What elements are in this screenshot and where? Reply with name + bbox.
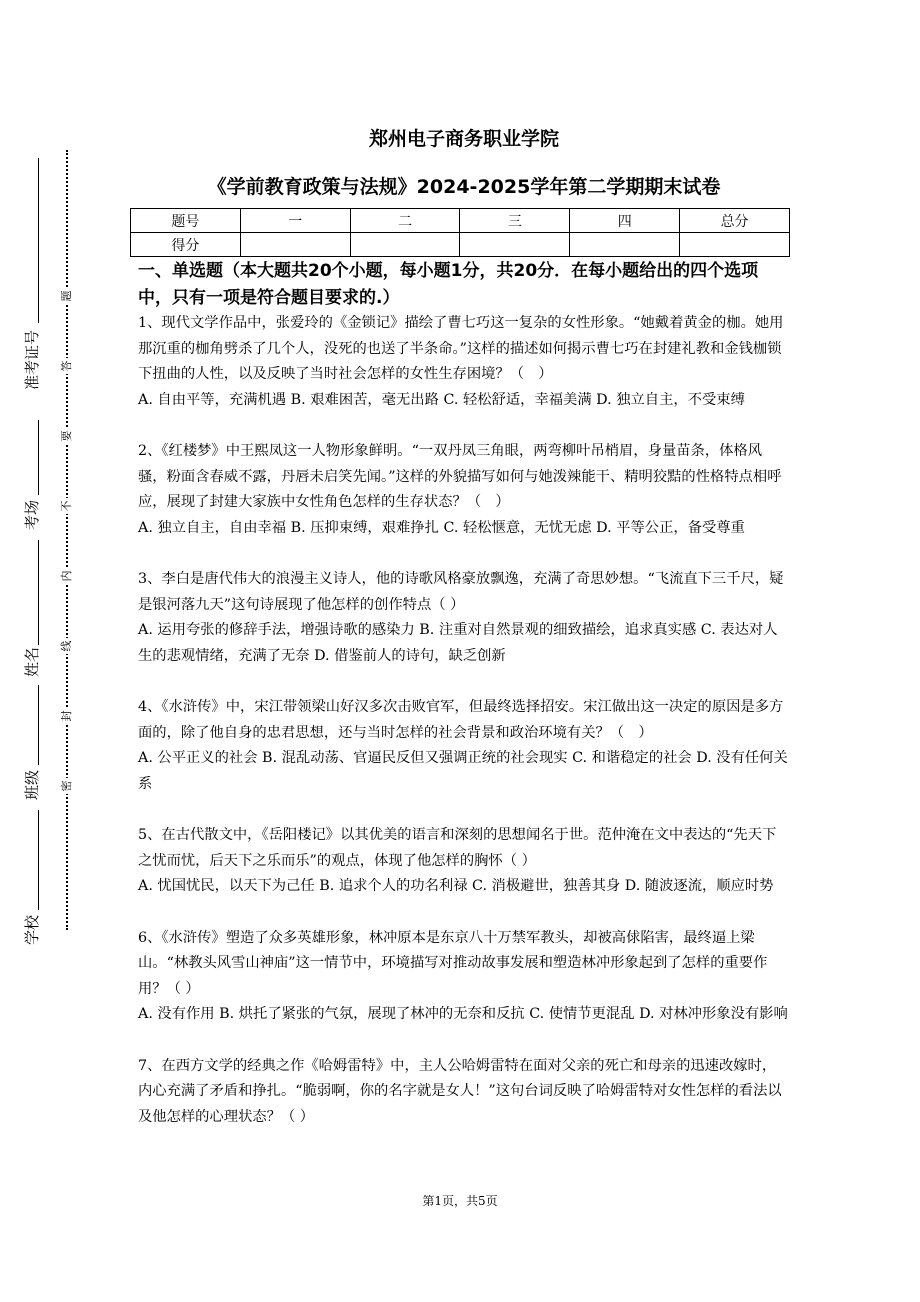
class-label: 班级: [23, 770, 41, 801]
exam-number-line[interactable]: [38, 158, 39, 323]
section-title: 一、单选题（本大题共20个小题，每小题1分，共20分．在每小题给出的四个选项中，只有一项是符合题目要求的.）: [138, 261, 759, 308]
score-input-cell[interactable]: [680, 233, 790, 257]
seal-char: 不: [59, 498, 75, 514]
question-stem: 4、《水浒传》中，宋江带领梁山好汉多次击败官军，但最终选择招安。宋江做出这一决定的原因是多方面的，除了他自身的忠君思想，还与当时怎样的社会背景和政治环境有关？（ ）: [138, 699, 784, 741]
score-table-cell: 二: [350, 209, 460, 233]
question-stem: 6、《水浒传》塑造了众多英雄形象，林冲原本是东京八十万禁军教头，却被高俅陷害，最终逼上梁山。“林教头风雪山神庙”这一情节中，环境描写对推动故事发展和塑造林冲形象起到了怎样的重要作用？（ ）: [138, 929, 768, 997]
score-table: [130, 208, 790, 257]
seal-char: 题: [59, 288, 75, 304]
exam-room-line[interactable]: [38, 420, 39, 495]
question-options: A. 运用夸张的修辞手法，增强诗歌的感染力 B. 注重对自然景观的细致描绘，追求真实感 C. 表达对人生的悲观情绪，充满了无奈 D. 借鉴前人的诗句，缺乏创新: [138, 622, 778, 664]
score-table-score-row: [131, 233, 790, 257]
seal-dotted-line: [66, 150, 68, 930]
score-table-header-row: [131, 209, 790, 233]
exam-number-label: 准考证号: [23, 329, 41, 390]
binding-margin: [0, 140, 80, 960]
question-item: [138, 823, 788, 900]
score-table-cell: 题号: [131, 209, 241, 233]
question-options: A. 公平正义的社会 B. 混乱动荡、官逼民反但又强调正统的社会现实 C. 和谐稳定的社会 D. 没有任何关系: [138, 750, 788, 792]
score-table-cell: 三: [460, 209, 570, 233]
page-footer: 第1页，共5页: [422, 1194, 498, 1208]
score-table-cell: 四: [570, 209, 680, 233]
school-name: 郑州电子商务职业学院: [368, 128, 559, 150]
school-label: 学校: [23, 915, 41, 946]
question-item: [138, 311, 788, 413]
score-input-cell[interactable]: [350, 233, 460, 257]
question-list: [138, 311, 788, 1156]
question-item: [138, 439, 788, 541]
seal-char: 要: [59, 428, 75, 444]
question-item: [138, 695, 788, 797]
question-options: A. 自由平等，充满机遇 B. 艰难困苦，毫无出路 C. 轻松舒适，幸福美满 D. 独立自主，不受束缚: [138, 391, 745, 408]
exam-title: 《学前教育政策与法规》2024-2025学年第二学期期末试卷: [207, 176, 721, 198]
score-table-cell: 一: [240, 209, 350, 233]
question-stem: 5、在古代散文中，《岳阳楼记》以其优美的语言和深刻的思想闻名于世。范仲淹在文中表达的“先天下之忧而忧，后天下之乐而乐”的观点，体现了他怎样的胸怀（ ）: [138, 827, 777, 869]
exam-room-label: 考场: [23, 500, 41, 531]
class-line[interactable]: [38, 685, 39, 765]
name-line[interactable]: [38, 540, 39, 645]
question-item: [138, 567, 788, 669]
score-label-cell: 得分: [131, 233, 241, 257]
question-item: [138, 1054, 788, 1131]
score-input-cell[interactable]: [240, 233, 350, 257]
question-stem: 3、李白是唐代伟大的浪漫主义诗人，他的诗歌风格豪放飘逸，充满了奇思妙想。“飞流直下三千尺，疑是银河落九天”这句诗展现了他怎样的创作特点（ ）: [138, 571, 784, 613]
score-input-cell[interactable]: [570, 233, 680, 257]
school-line[interactable]: [38, 810, 39, 910]
question-options: A. 忧国忧民，以天下为己任 B. 追求个人的功名利禄 C. 消极避世，独善其身 D. 随波逐流，顺应时势: [138, 878, 774, 894]
score-input-cell[interactable]: [460, 233, 570, 257]
seal-char: 内: [59, 568, 75, 584]
question-options: A. 独立自主，自由幸福 B. 压抑束缚，艰难挣扎 C. 轻松惬意，无忧无虑 D. 平等公正，备受尊重: [138, 519, 745, 536]
seal-char: 线: [59, 638, 75, 654]
question-stem: 7、在西方文学的经典之作《哈姆雷特》中，主人公哈姆雷特在面对父亲的死亡和母亲的迅速改嫁时，内心充满了矛盾和挣扎。“脆弱啊，你的名字就是女人！”这句台词反映了哈姆雷特对女性怎样的看法以及他怎样的心理状态？（ ）: [138, 1057, 782, 1125]
question-stem: 1、现代文学作品中，张爱玲的《金锁记》描绘了曹七巧这一复杂的女性形象。“她戴着黄金的枷。她用那沉重的枷角劈杀了几个人，没死的也送了半条命。”这样的描述如何揭示曹七巧在封建礼教和金钱枷锁下扭曲的人性，以及反映了当时社会怎样的女性生存困境？（ ）: [138, 315, 784, 382]
score-table-cell: 总分: [680, 209, 790, 233]
seal-char: 密: [59, 778, 75, 794]
seal-char: 封: [59, 708, 75, 724]
question-options: A. 没有作用 B. 烘托了紧张的气氛，展现了林冲的无奈和反抗 C. 使情节更混乱 D. 对林冲形象没有影响: [138, 1006, 788, 1022]
seal-char: 答: [59, 358, 75, 374]
question-stem: 2、《红楼梦》中王熙凤这一人物形象鲜明。“一双丹凤三角眼，两弯柳叶吊梢眉，身量苗条，体格风骚，粉面含春威不露，丹唇未启笑先闻。”这样的外貌描写如何与她泼辣能干、精明狡黠的性格特点相呼应，展现了封建大家族中女性角色怎样的生存状态？（ ）: [138, 443, 782, 510]
question-item: [138, 926, 788, 1028]
name-label: 姓名: [23, 647, 41, 678]
